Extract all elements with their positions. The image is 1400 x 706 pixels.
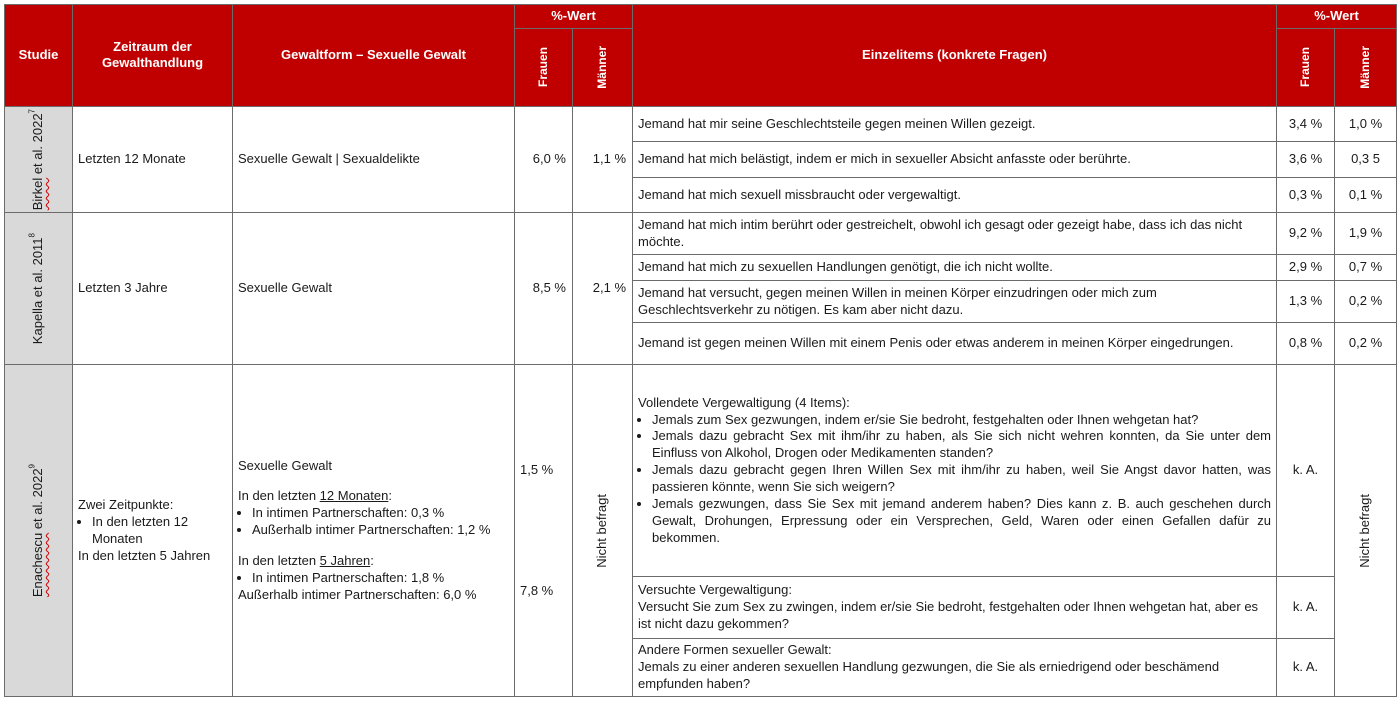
item-maenner: 1,0 %	[1335, 106, 1397, 141]
frauen-birkel: 6,0 %	[515, 106, 573, 212]
study-birkel: Birkel et al. 2022$^7$	[5, 106, 73, 212]
item-frauen: 0,8 %	[1277, 323, 1335, 365]
item-maenner: 0,1 %	[1335, 177, 1397, 212]
header-einzelitems: Einzelitems (konkrete Fragen)	[633, 5, 1277, 107]
item-frauen: 1,3 %	[1277, 281, 1335, 323]
frauen-enachescu: 1,5 % 7,8 %	[515, 365, 573, 697]
item-text: Vollendete Vergewaltigung (4 Items): • Jemals zum Sex gezwungen, indem er/sie Sie bedroht, festgehalten oder Ihnen wehgetan hat? • Jemals dazu gebracht Sex mit ihm/ihr zu haben, als Sie sich nicht wehren konnten, da Sie unter dem Einfluss von Alkohol, Drogen oder Medikamenten standen? • Jemals dazu gebracht gegen Ihren Willen Sex mit ihm/ihr zu haben, weil Sie Angst davor hatten, was passieren könnte, wenn Sie sich weigern? • Jemals gezwungen, dass Sie Sex mit jemand anderem haben? Dies kann z. B. auch geschehen durch Gewalt, Drohungen, Erpressung oder ein Versprechen, Geld, Waren oder einen Gefallen dafür zu bekommen.	[633, 365, 1277, 577]
zeitraum-kapella: Letzten 3 Jahre	[73, 213, 233, 365]
frauen-kapella: 8,5 %	[515, 213, 573, 365]
table-row	[5, 213, 1397, 255]
maenner-birkel: 1,1 %	[573, 106, 633, 212]
item-text: Jemand ist gegen meinen Willen mit einem Penis oder etwas anderem in meinen Körper eingedrungen.	[633, 323, 1277, 365]
header-row-1	[5, 5, 1397, 29]
maenner-enachescu-right: Nicht befragt	[1335, 365, 1397, 697]
item-maenner: 0,2 %	[1335, 281, 1397, 323]
item-maenner: 0,3 5	[1335, 142, 1397, 177]
item-maenner: 1,9 %	[1335, 213, 1397, 255]
item-text: Jemand hat mir seine Geschlechtsteile gegen meinen Willen gezeigt.	[633, 106, 1277, 141]
gewaltform-kapella: Sexuelle Gewalt	[233, 213, 515, 365]
table-row	[5, 106, 1397, 141]
item-frauen: 0,3 %	[1277, 177, 1335, 212]
item-frauen: 3,6 %	[1277, 142, 1335, 177]
header-maenner-left: Männer	[573, 28, 633, 106]
gewaltform-enachescu: Sexuelle Gewalt In den letzten 12 Monaten: • In intimen Partnerschaften: 0,3 % • Außerhalb intimer Partnerschaften: 1,2 % In den letzten 5 Jahren: • In intimen Partnerschaften: 1,8 % Außerhalb intimer Partnerschaften: 6,0 %	[233, 365, 515, 697]
table-row	[5, 365, 1397, 577]
header-frauen-right: Frauen	[1277, 28, 1335, 106]
item-text: Jemand hat versucht, gegen meinen Willen in meinen Körper einzudringen oder mich zum Geschlechtsverkehr zu nötigen. Es kam aber nicht dazu.	[633, 281, 1277, 323]
header-maenner-right: Männer	[1335, 28, 1397, 106]
item-text: Versuchte Vergewaltigung: Versucht Sie zum Sex zu zwingen, indem er/sie Sie bedroht, festgehalten oder Ihnen wehgetan hat, aber es ist nicht dazu gekommen?	[633, 577, 1277, 639]
gewaltform-birkel: Sexuelle Gewalt | Sexualdelikte	[233, 106, 515, 212]
header-zeitraum: Zeitraum der Gewalthandlung	[73, 5, 233, 107]
item-text: Jemand hat mich zu sexuellen Handlungen genötigt, die ich nicht wollte.	[633, 255, 1277, 281]
item-maenner: 0,2 %	[1335, 323, 1397, 365]
header-frauen-left: Frauen	[515, 28, 573, 106]
item-frauen: k. A.	[1277, 577, 1335, 639]
zeitraum-birkel: Letzten 12 Monate	[73, 106, 233, 212]
violence-study-table	[4, 4, 1397, 697]
item-frauen: k. A.	[1277, 365, 1335, 577]
header-gewaltform: Gewaltform – Sexuelle Gewalt	[233, 5, 515, 107]
zeitraum-enachescu: Zwei Zeitpunkte: • In den letzten 12 Monaten In den letzten 5 Jahren	[73, 365, 233, 697]
header-studie: Studie	[5, 5, 73, 107]
study-kapella: Kapella et al. 2011$^8$	[5, 213, 73, 365]
item-frauen: k. A.	[1277, 639, 1335, 697]
header-pct-wert-left: %-Wert	[515, 5, 633, 29]
item-frauen: 2,9 %	[1277, 255, 1335, 281]
item-text: Andere Formen sexueller Gewalt: Jemals zu einer anderen sexuellen Handlung gezwungen, die Sie als erniedrigend oder beschämend empfunden haben?	[633, 639, 1277, 697]
maenner-kapella: 2,1 %	[573, 213, 633, 365]
item-text: Jemand hat mich intim berührt oder gestreichelt, obwohl ich gesagt oder gezeigt habe, dass ich das nicht möchte.	[633, 213, 1277, 255]
item-frauen: 9,2 %	[1277, 213, 1335, 255]
item-text: Jemand hat mich belästigt, indem er mich in sexueller Absicht anfasste oder berührte.	[633, 142, 1277, 177]
maenner-enachescu: Nicht befragt	[573, 365, 633, 697]
header-pct-wert-right: %-Wert	[1277, 5, 1397, 29]
item-frauen: 3,4 %	[1277, 106, 1335, 141]
study-enachescu: Enachescu et al. 2022$^9$	[5, 365, 73, 697]
item-maenner: 0,7 %	[1335, 255, 1397, 281]
item-text: Jemand hat mich sexuell missbraucht oder vergewaltigt.	[633, 177, 1277, 212]
